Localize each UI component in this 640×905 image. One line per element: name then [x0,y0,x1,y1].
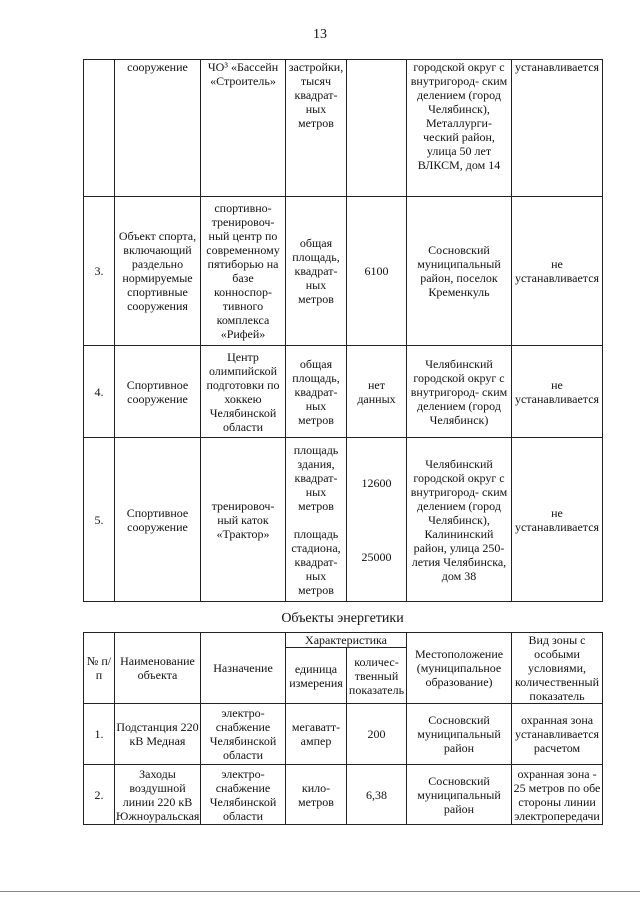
quantity-value: 6100 [347,197,407,346]
measure-unit: общая площадь, квадрат- ных метров [286,346,347,438]
quantity-value-cell [347,438,407,602]
object-location: Челябинский городской округ с внутригород- ским делением (город Челябинск), Калининский район, улица 250-летия Челябинска, дом 38 [407,438,512,602]
measure-unit: застройки, тысяч квадрат- ных метров [286,60,347,197]
quantity-value: 6,38 [347,765,407,825]
object-location: Сосновский муниципальный район [407,704,512,765]
header-zone: Вид зоны с особыми условиями, количественный показатель [512,633,603,704]
table-row [84,704,603,765]
table-row [84,60,603,197]
object-purpose: спортивно- тренировоч- ный центр по современному пятиборью на базе конноспор- тивного комплекса «Рифей» [201,197,286,346]
zone-type: охранная зона - 25 метров по обе стороны линии электропередачи [512,765,603,825]
header-number: № п/п [84,633,115,704]
header-characteristics: Характеристика [286,633,407,648]
quantity-value-building: 12600 [361,475,392,490]
measure-unit: мегаватт- ампер [286,704,347,765]
table-header-row [84,633,603,648]
row-number: 3. [84,197,115,346]
object-name: Спортивное сооружение [115,438,201,602]
row-number: 5. [84,438,115,602]
measure-unit-building: площадь здания, квадрат- ных метров [293,442,339,513]
page-edge-line [0,891,640,892]
zone-type: не устанавливается [512,438,603,602]
zone-type: не устанавливается [512,197,603,346]
spacer [348,490,405,550]
object-purpose: ЧО³ «Бассейн «Строитель» [201,60,286,197]
sport-objects-table [83,59,603,602]
spacer [287,513,345,527]
object-name: Спортивное сооружение [115,346,201,438]
row-number: 4. [84,346,115,438]
row-number: 2. [84,765,115,825]
zone-type: не устанавливается [512,346,603,438]
page-number: 13 [313,27,327,42]
row-number [84,60,115,197]
measure-unit: кило- метров [286,765,347,825]
header-name: Наименование объекта [115,633,201,704]
object-purpose: электро- снабжение Челябинской области [201,704,286,765]
energy-objects-table [83,632,603,825]
object-purpose: электро- снабжение Челябинской области [201,765,286,825]
quantity-value: нет данных [347,346,407,438]
measure-unit: общая площадь, квадрат- ных метров [286,197,347,346]
object-location: городской округ с внутригород- ским делением (город Челябинск), Металлурги- ческий район, улица 50 лет ВЛКСМ, дом 14 [407,60,512,197]
measure-unit-stadium: площадь стадиона, квадрат- ных метров [291,526,341,597]
zone-type: устанавливается [512,60,603,197]
object-purpose: Центр олимпийской подготовки по хоккею Челябинской области [201,346,286,438]
header-unit: единица измерения [286,648,347,704]
object-name: сооружение [115,60,201,197]
header-purpose: Назначение [201,633,286,704]
row-number: 1. [84,704,115,765]
object-name: Подстанция 220 кВ Медная [115,704,201,765]
measure-unit-cell [286,438,347,602]
object-name: Объект спорта, включающий раздельно нормируемые спортивные сооружения [115,197,201,346]
object-name: Заходы воздушной линии 220 кВ Южноуральская [116,766,200,823]
table-row [84,346,603,438]
section-title: Объекты энергетики [281,611,404,626]
quantity-value: 200 [347,704,407,765]
table-row [84,197,603,346]
object-location: Челябинский городской округ с внутригород- ским делением (город Челябинск) [407,346,512,438]
object-location: Сосновский муниципальный район [407,765,512,825]
header-value: количес- твенный показатель [347,648,407,704]
table-row [84,438,603,602]
table-row [84,765,603,825]
object-purpose: тренировоч- ный каток «Трактор» [201,438,286,602]
object-location: Сосновский муниципальный район, поселок Кременкуль [407,197,512,346]
header-location: Местоположение (муниципальное образование) [407,633,512,704]
zone-type: охранная зона устанавливается расчетом [512,704,603,765]
quantity-value-stadium: 25000 [361,549,392,564]
quantity-value [347,60,407,197]
